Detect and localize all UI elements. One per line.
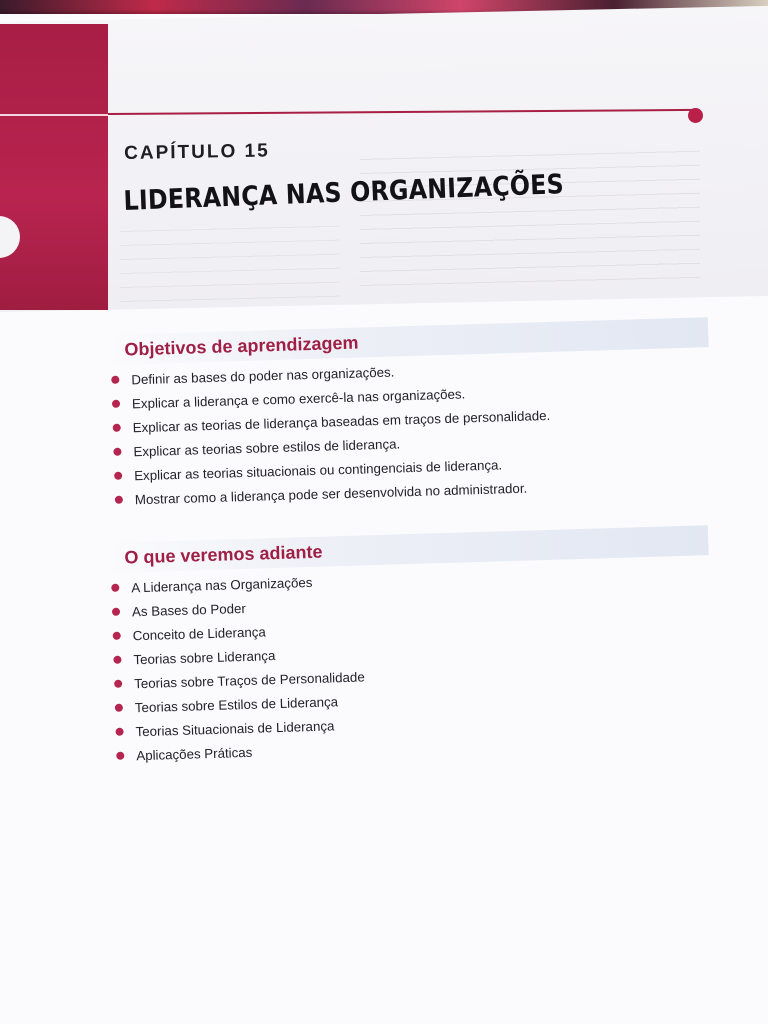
section-heading: Objetivos de aprendizagem xyxy=(124,332,359,360)
tab-divider-line xyxy=(0,114,108,116)
bullet-icon xyxy=(113,448,121,456)
bullet-icon xyxy=(111,584,119,592)
list-item-text: As Bases do Poder xyxy=(131,600,247,620)
list-item-text: Explicar as teorias sobre estilos de liderança. xyxy=(133,436,401,460)
bullet-icon xyxy=(114,680,122,688)
bullet-icon xyxy=(113,656,121,664)
objectives-list xyxy=(109,353,713,510)
bullet-icon xyxy=(113,424,121,432)
list-item-text: Mostrar como a liderança pode ser desenvolvida no administrador. xyxy=(134,480,528,508)
list-item-text: Definir as bases do poder nas organizações. xyxy=(131,364,395,388)
topics-list xyxy=(109,561,714,766)
bullet-icon xyxy=(115,728,123,736)
rule-end-dot xyxy=(688,108,703,123)
learning-objectives-section xyxy=(108,317,713,515)
list-item-text: Teorias sobre Liderança xyxy=(133,648,276,668)
section-heading: O que veremos adiante xyxy=(124,541,323,568)
list-item-text: Teorias sobre Traços de Personalidade xyxy=(133,669,365,692)
whats-ahead-section xyxy=(108,525,714,771)
chapter-color-tab xyxy=(0,24,108,310)
list-item-text: Teorias sobre Estilos de Liderança xyxy=(134,694,339,716)
chapter-number: CAPÍTULO 15 xyxy=(124,140,270,164)
bleed-through-decoration-left xyxy=(120,222,340,302)
list-item-text: Explicar a liderança e como exercê-la nas organizações. xyxy=(131,386,466,412)
bullet-icon xyxy=(113,632,121,640)
list-item-text: Conceito de Liderança xyxy=(132,624,266,644)
list-item-text: Teorias Situacionais de Liderança xyxy=(135,718,335,740)
bullet-icon xyxy=(115,704,123,712)
bullet-icon xyxy=(111,376,119,384)
bullet-icon xyxy=(115,496,123,504)
list-item-text: A Liderança nas Organizações xyxy=(131,574,313,596)
bullet-icon xyxy=(116,752,124,760)
bullet-icon xyxy=(112,400,120,408)
bullet-icon xyxy=(114,472,122,480)
list-item-text: Explicar as teorias situacionais ou contingenciais de liderança. xyxy=(133,457,503,484)
list-item-text: Explicar as teorias de liderança baseadas em traços de personalidade. xyxy=(132,407,551,436)
list-item-text: Aplicações Práticas xyxy=(136,744,253,764)
bullet-icon xyxy=(112,608,120,616)
chapter-title: LIDERANÇA NAS ORGANIZAÇÕES xyxy=(123,169,565,217)
